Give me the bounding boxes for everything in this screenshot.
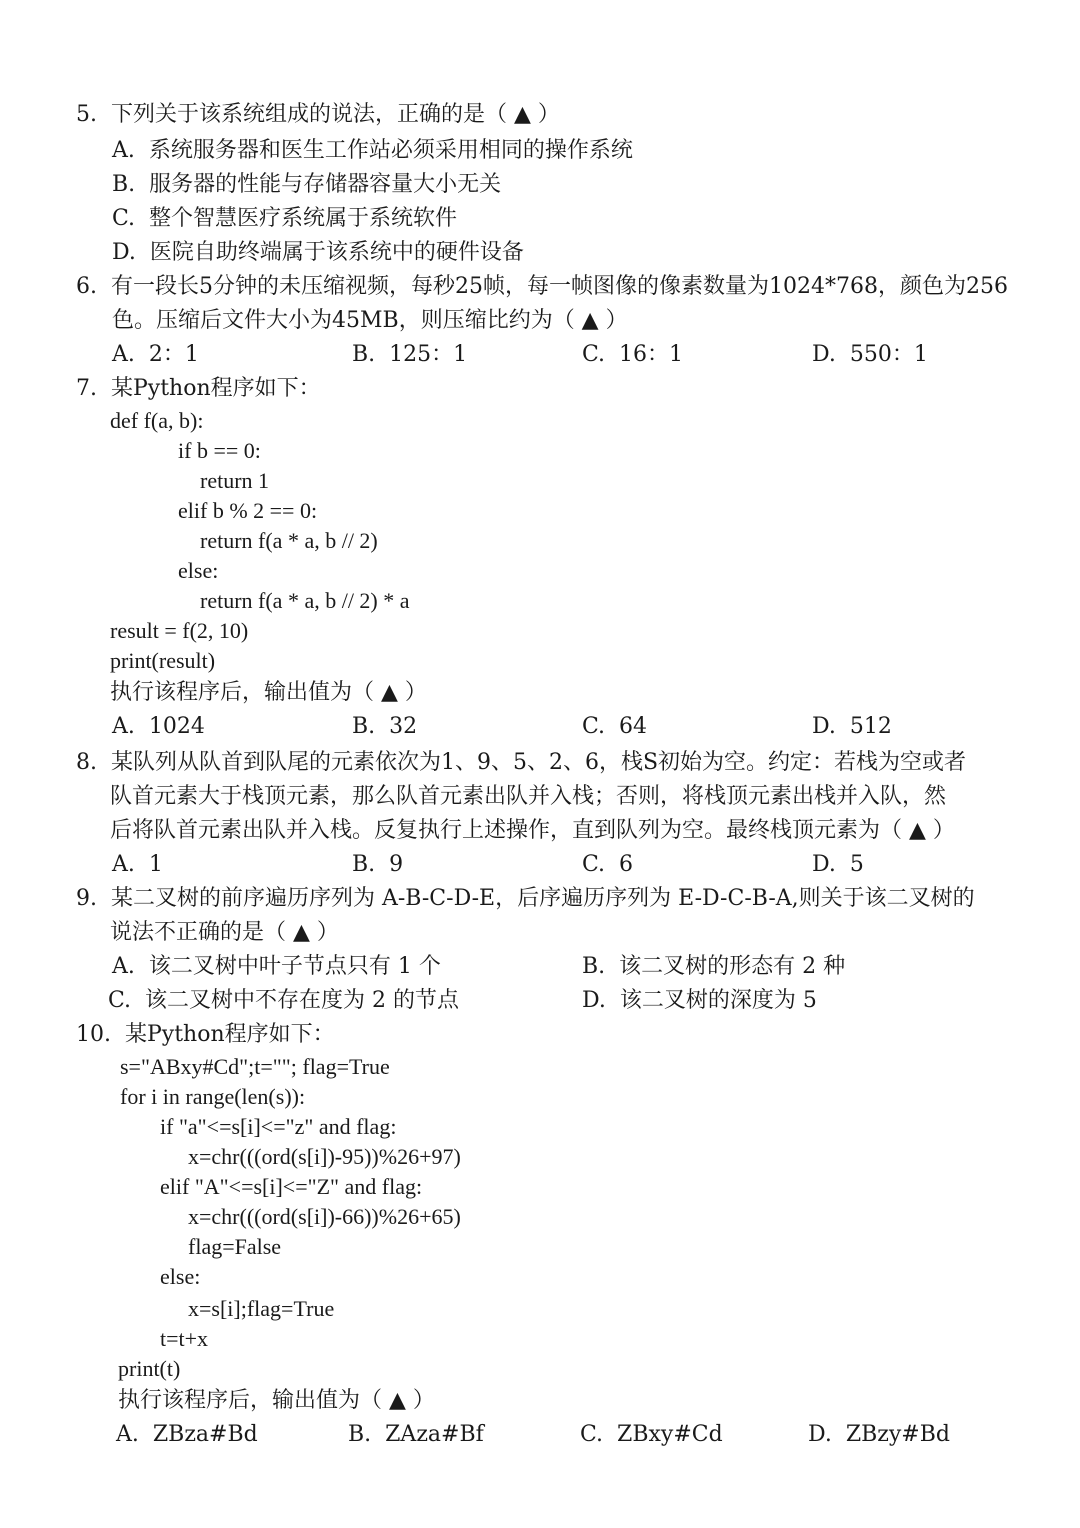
q7-code-line: return 1 — [200, 468, 270, 493]
q6-stem-line1: 6. 有一段长5分钟的未压缩视频，每秒25帧，每一帧图像的像素数量为1024*768，颜色为256 — [76, 274, 1008, 299]
q8-option-b: B. 9 — [352, 852, 404, 877]
q10-code-line: elif "A"<=s[i]<="Z" and flag: — [160, 1174, 423, 1199]
q7-code-line: return f(a * a, b // 2) — [200, 528, 378, 553]
q9-stem-line1: 9. 某二叉树的前序遍历序列为 A-B-C-D-E，后序遍历序列为 E-D-C-B-A,则关于该二叉树的 — [76, 886, 975, 911]
q7-code-line: result = f(2, 10) — [110, 618, 249, 643]
q10-code-line: flag=False — [188, 1234, 282, 1259]
q8-option-c: C. 6 — [582, 852, 634, 877]
q10-code-line: print(t) — [118, 1356, 181, 1381]
q10-code-line: s="ABxy#Cd";t=""; flag=True — [120, 1054, 390, 1079]
q6-option-c: C. 16：1 — [582, 342, 684, 367]
q9-option-a: A. 该二叉树中叶子节点只有 1 个 — [112, 954, 441, 979]
q10-option-c: C. ZBxy#Cd — [580, 1422, 723, 1447]
q5-option-c: C. 整个智慧医疗系统属于系统软件 — [112, 206, 458, 231]
q8-option-d: D. 5 — [812, 852, 864, 877]
q10-code-line: x=chr(((ord(s[i])-95))%26+97) — [188, 1144, 461, 1169]
q7-option-a: A. 1024 — [112, 714, 205, 739]
q10-code-line: x=chr(((ord(s[i])-66))%26+65) — [188, 1204, 461, 1229]
q7-code-line: print(result) — [110, 648, 216, 673]
q9-option-b: B. 该二叉树的形态有 2 种 — [582, 954, 846, 979]
q7-code-line: def f(a, b): — [110, 408, 204, 433]
q10-code-line: t=t+x — [160, 1326, 209, 1351]
q5-stem: 5. 下列关于该系统组成的说法，正确的是（ ▲ ） — [76, 102, 560, 127]
q6-stem-line2: 色。压缩后文件大小为45MB，则压缩比约为（ ▲ ） — [112, 308, 628, 333]
q8-stem-line3: 后将队首元素出队并入栈。反复执行上述操作，直到队列为空。最终栈顶元素为（ ▲ ） — [110, 818, 955, 843]
q8-stem-line1: 8. 某队列从队首到队尾的元素依次为1、9、5、2、6，栈S初始为空。约定：若栈为空或者 — [76, 750, 967, 775]
q7-code-line: else: — [178, 558, 219, 583]
q10-stem: 10. 某Python程序如下： — [76, 1022, 335, 1047]
q10-option-b: B. ZAza#Bf — [348, 1422, 484, 1447]
q5-option-a: A. 系统服务器和医生工作站必须采用相同的操作系统 — [112, 138, 633, 163]
q7-code-line: return f(a * a, b // 2) * a — [200, 588, 410, 613]
q7-option-d: D. 512 — [812, 714, 892, 739]
q10-code-line: if "a"<=s[i]<="z" and flag: — [160, 1114, 397, 1139]
q7-ask: 执行该程序后，输出值为（ ▲ ） — [110, 680, 427, 705]
q7-option-b: B. 32 — [352, 714, 418, 739]
q9-option-d: D. 该二叉树的深度为 5 — [582, 988, 817, 1013]
q10-ask: 执行该程序后，输出值为（ ▲ ） — [118, 1388, 435, 1413]
q10-option-a: A. ZBza#Bd — [116, 1422, 258, 1447]
q9-option-c: C. 该二叉树中不存在度为 2 的节点 — [108, 988, 460, 1013]
q7-code-line: elif b % 2 == 0: — [178, 498, 318, 523]
q10-code-line: else: — [160, 1264, 201, 1289]
q8-option-a: A. 1 — [112, 852, 163, 877]
q6-option-d: D. 550：1 — [812, 342, 928, 367]
q5-option-b: B. 服务器的性能与存储器容量大小无关 — [112, 172, 502, 197]
q8-stem-line2: 队首元素大于栈顶元素，那么队首元素出队并入栈；否则，将栈顶元素出栈并入队，然 — [110, 784, 947, 809]
q10-code-line: for i in range(len(s)): — [120, 1084, 306, 1109]
q7-code-line: if b == 0: — [178, 438, 261, 463]
q10-code-line: x=s[i];flag=True — [188, 1296, 335, 1321]
q7-stem: 7. 某Python程序如下： — [76, 376, 321, 401]
q6-option-a: A. 2：1 — [112, 342, 199, 367]
q7-option-c: C. 64 — [582, 714, 648, 739]
q6-option-b: B. 125：1 — [352, 342, 468, 367]
q9-stem-line2: 说法不正确的是（ ▲ ） — [110, 920, 339, 945]
q5-option-d: D. 医院自助终端属于该系统中的硬件设备 — [112, 240, 524, 265]
q10-option-d: D. ZBzy#Bd — [808, 1422, 950, 1447]
